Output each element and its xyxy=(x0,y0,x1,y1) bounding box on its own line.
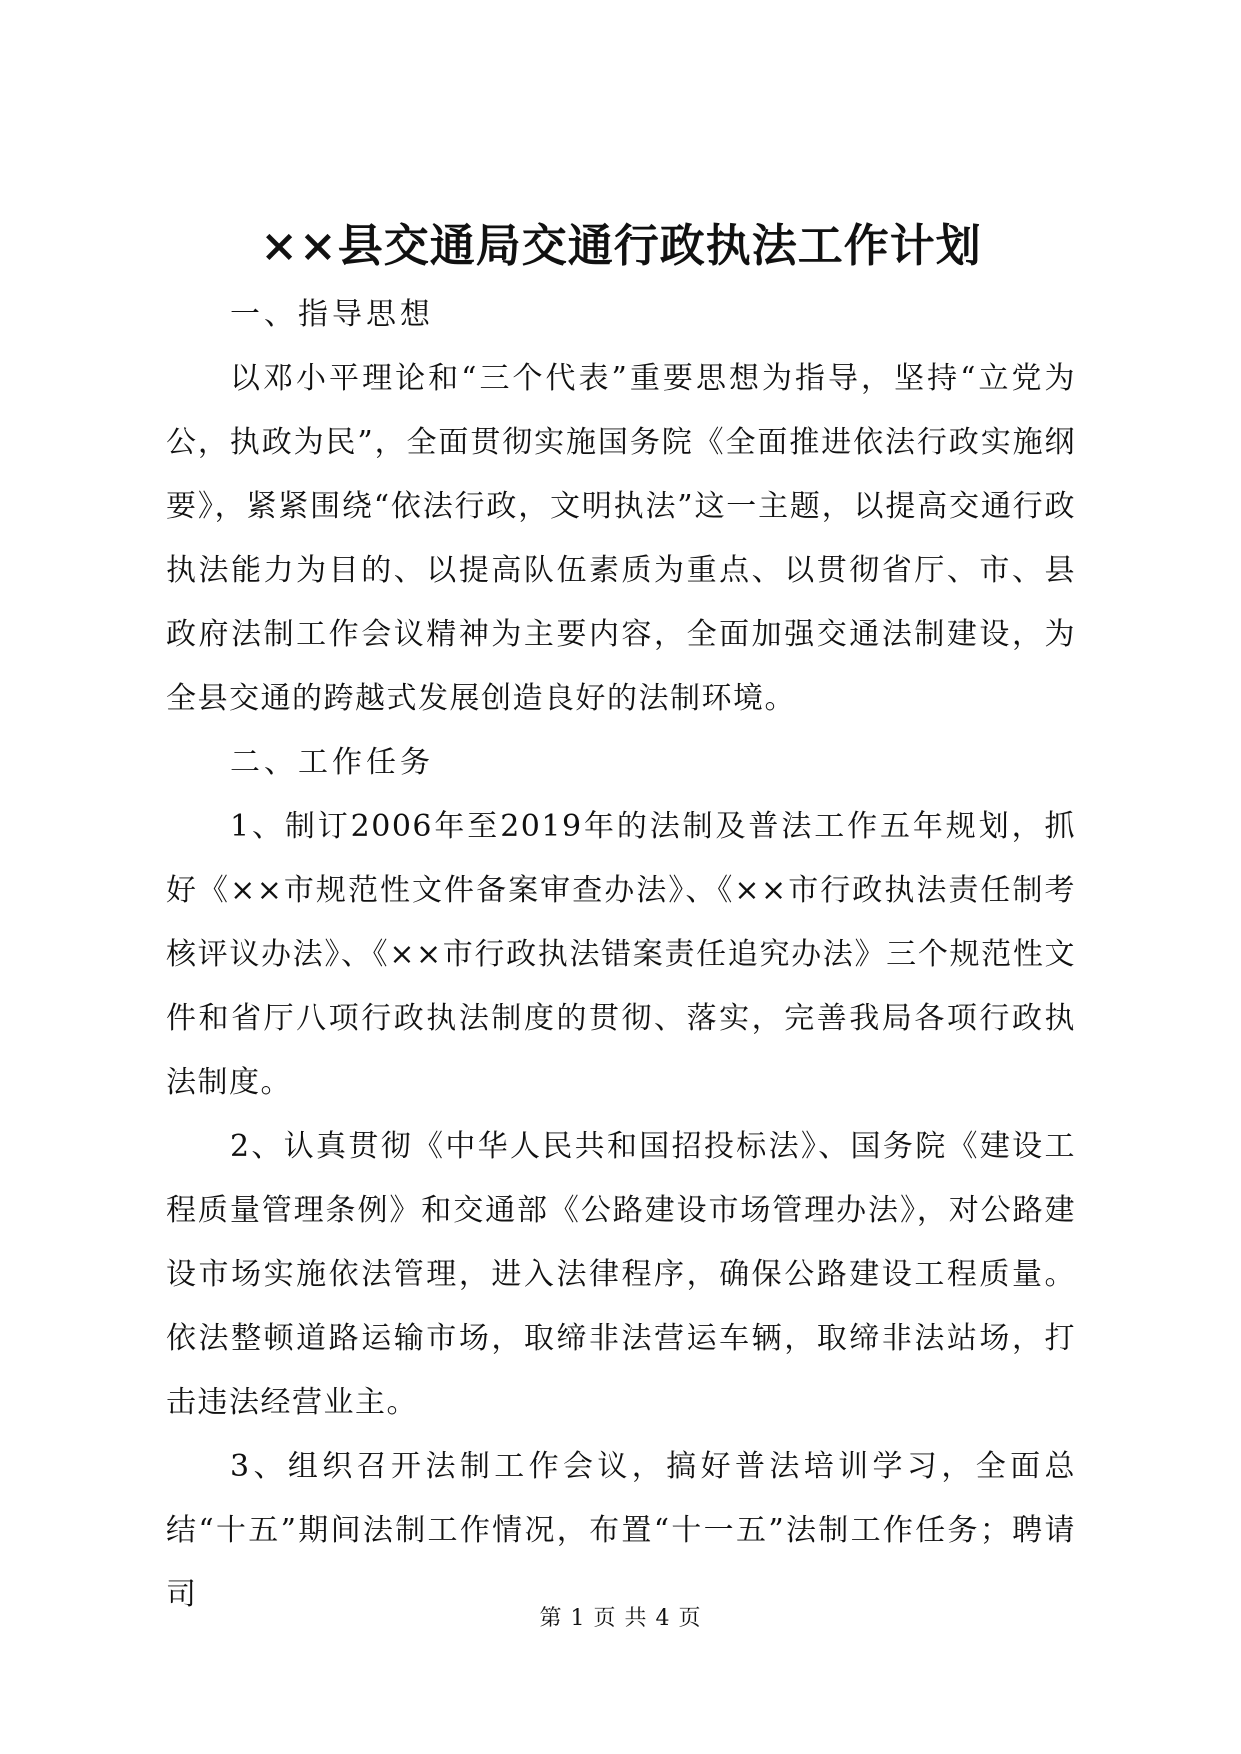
paragraph-task-1: 1、制订2006年至2019年的法制及普法工作五年规划，抓好《××市规范性文件备案审查办法》、《××市行政执法责任制考核评议办法》、《××市行政执法错案责任追究办法》三个规范性文件和省厅八项行政执法制度的贯彻、落实，完善我局各项行政执法制度。 xyxy=(166,809,1076,1100)
document-body xyxy=(166,283,1076,1627)
paragraph-task-2: 2、认真贯彻《中华人民共和国招投标法》、国务院《建设工程质量管理条例》和交通部《公路建设市场管理办法》，对公路建设市场实施依法管理，进入法律程序，确保公路建设工程质量。依法整顿道路运输市场，取缔非法营运车辆，取缔非法站场，打击违法经营业主。 xyxy=(166,1129,1076,1420)
section-heading-work-tasks: 二、工作任务 xyxy=(230,745,434,780)
page-footer: 第 1 页 共 4 页 xyxy=(539,1606,702,1631)
section-heading-guiding-ideology: 一、指导思想 xyxy=(230,297,434,332)
document-title: ××县交通局交通行政执法工作计划 xyxy=(260,219,982,272)
paragraph-task-3: 3、组织召开法制工作会议，搞好普法培训学习，全面总结“十五”期间法制工作情况，布置“十一五”法制工作任务；聘请司 xyxy=(166,1449,1076,1612)
paragraph-guiding-ideology: 以邓小平理论和“三个代表”重要思想为指导，坚持“立党为公，执政为民”，全面贯彻实施国务院《全面推进依法行政实施纲要》，紧紧围绕“依法行政，文明执法”这一主题，以提高交通行政执法能力为目的、以提高队伍素质为重点、以贯彻省厅、市、县政府法制工作会议精神为主要内容，全面加强交通法制建设，为全县交通的跨越式发展创造良好的法制环境。 xyxy=(166,361,1076,716)
